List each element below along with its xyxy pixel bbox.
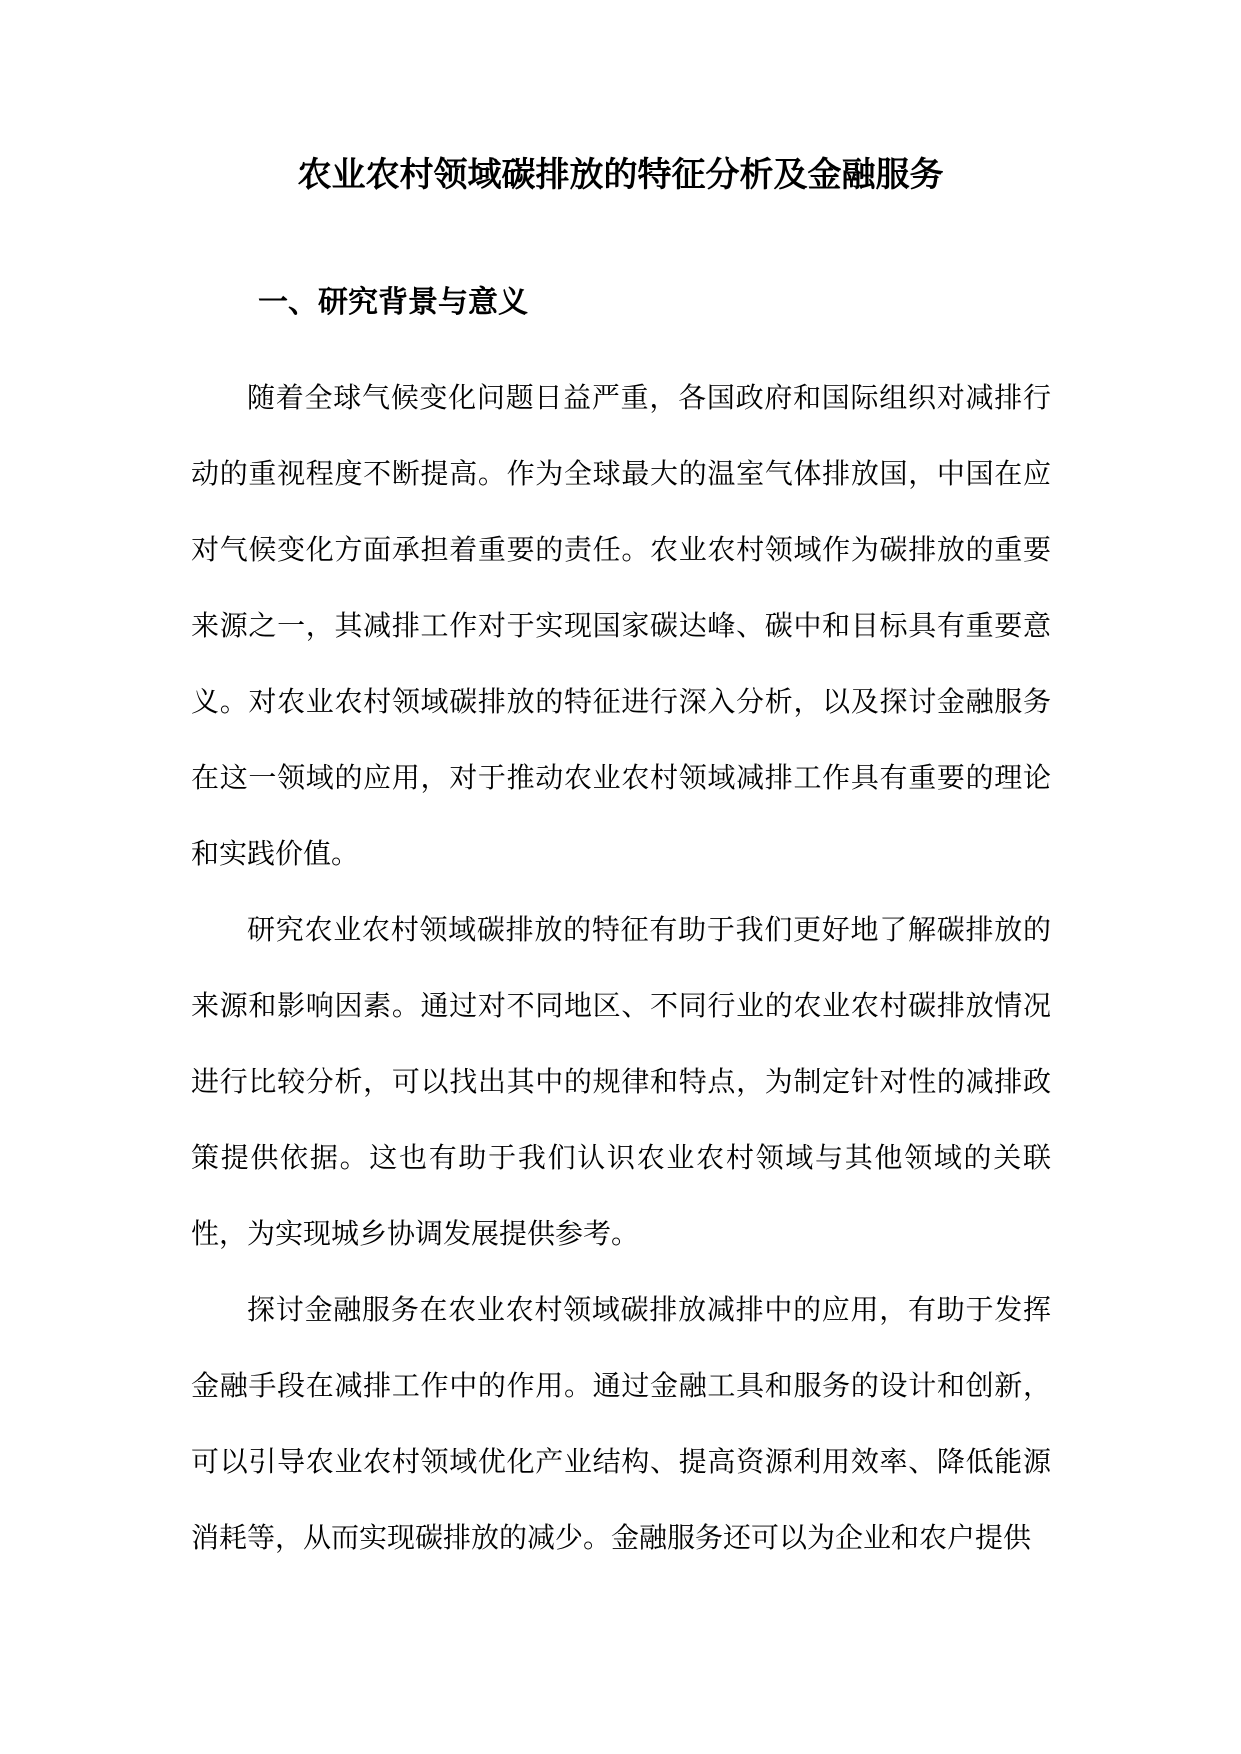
paragraph-2: 研究农业农村领域碳排放的特征有助于我们更好地了解碳排放的来源和影响因素。通过对不同地区、不同行业的农业农村碳排放情况进行比较分析，可以找出其中的规律和特点，为制定针对性的减排政策提供依据。这也有助于我们认识农业农村领域与其他领域的关联性，为实现城乡协调发展提供参考。 xyxy=(191,913,1051,1250)
document-body xyxy=(191,360,1051,1576)
paragraph-3: 探讨金融服务在农业农村领域碳排放减排中的应用，有助于发挥金融手段在减排工作中的作用。通过金融工具和服务的设计和创新，可以引导农业农村领域优化产业结构、提高资源利用效率、降低能源消耗等，从而实现碳排放的减少。金融服务还可以为企业和农户提供 xyxy=(191,1293,1051,1554)
section-heading: 一、研究背景与意义 xyxy=(258,285,528,320)
document-title: 农业农村领域碳排放的特征分析及金融服务 xyxy=(297,155,944,195)
paragraph-1: 随着全球气候变化问题日益严重，各国政府和国际组织对减排行动的重视程度不断提高。作为全球最大的温室气体排放国，中国在应对气候变化方面承担着重要的责任。农业农村领域作为碳排放的重要来源之一，其减排工作对于实现国家碳达峰、碳中和目标具有重要意义。对农业农村领域碳排放的特征进行深入分析，以及探讨金融服务在这一领域的应用，对于推动农业农村领域减排工作具有重要的理论和实践价值。 xyxy=(191,381,1051,870)
